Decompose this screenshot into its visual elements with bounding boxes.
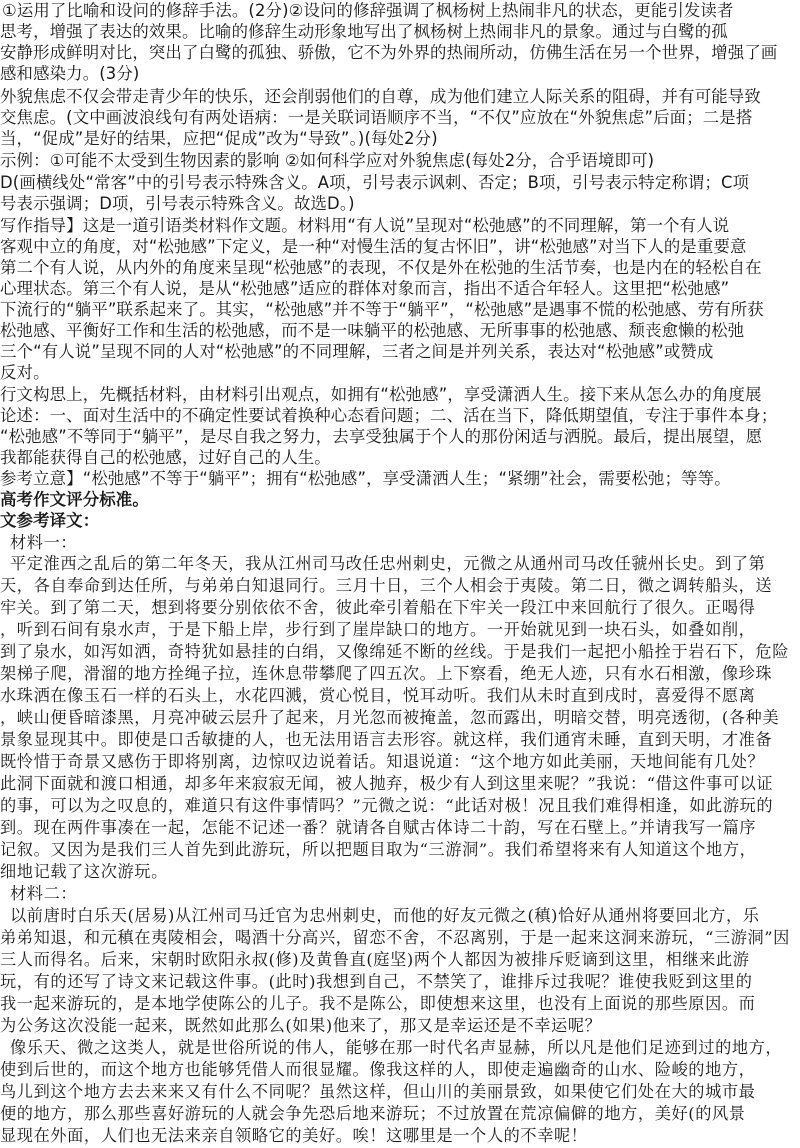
text-line: 既怜惜于奇景又感伤于即将别离，边惊叹边说着话。知退说道：“这个地方如此美丽，天地间能有几处？: [0, 752, 765, 771]
text-line: ①运用了比喻和设问的修辞手法。(2分)②设问的修辞强调了枫杨树上热闹非凡的状态，更能引发读者: [2, 1, 734, 20]
section-heading: 文参考译文：: [0, 511, 100, 530]
text-line: 第二个有人说，从内外的角度来呈现“松弛感”的表现，不仅是外在松弛的生活节奏，也是内在的轻松自在: [0, 258, 762, 277]
text-line: 心理状态。第三个有人说，是从“松弛感”适应的群体对象而言，指出不适合年轻人。这里把“松弛感”: [0, 279, 730, 298]
text-line: 号表示强调；D项，引号表示特殊含义。故选D。): [0, 194, 355, 213]
text-line: 牢关。到了第二天，想到将要分别依依不舍，彼此牵引着船在下牢关一段江中来回航行了很久。正喝得: [0, 598, 756, 617]
text-line: 示例：①可能不太受到生物因素的影响 ②如何科学应对外貌焦虑(每处2分，合乎语境即可): [0, 151, 655, 170]
text-line: 反对。: [0, 363, 50, 382]
text-line: “松弛感”不等同于“躺平”，是尽自我之努力，去享受独属于个人的那份闲适与洒脱。最后，提出展望，愿: [0, 427, 763, 446]
text-line: 我一起来游玩的，是本地学使陈公的儿子。我不是陈公，即使想来这里，也没有上面说的那些原因。而: [0, 994, 756, 1013]
text-line: 平定淮西之乱后的第二年冬天，我从江州司马改任忠州刺史，元微之从通州司马改任虢州长史。到了第: [10, 554, 766, 573]
text-line: 交焦虑。(文中画波浪线句有两处语病：一是关联词语顺序不当，“不仅”应放在“外貌焦虑”后面；二是搭: [0, 108, 753, 127]
text-line: 弟弟知退，和元稹在夷陵相会，喝酒十分高兴，留恋不舍，不忍离别，于是一起来这洞来游玩，“三游洞”因: [0, 928, 790, 947]
text-line: 显现在外面，人们也无法来亲自领略它的美好。唉！这哪里是一个人的不幸呢！: [0, 1126, 588, 1145]
text-line: 三人而得名。后来，宋朝时欧阳永叔(修)及黄鲁直(庭坚)两个人都因为被排斥贬谪到这里，相继来此游: [0, 950, 750, 969]
text-line: 便的地方，那么那些喜好游玩的人就会争先恐后地来游玩；不过放置在荒凉偏僻的地方，美好(的风景: [0, 1104, 746, 1123]
material-label: 材料二：: [10, 884, 78, 903]
text-line: 当，“促成”是好的结果，应把“促成”改为“导致”。)(每处2分): [0, 129, 438, 148]
text-line: 下流行的“躺平”联系起来了。其实，“松弛感”并不等于“躺平”，“松弛感”是遇事不慌的松弛感、劳有所获: [0, 300, 764, 319]
text-line: 景象显现其中。即使是口舌敏捷的人，也无法用语言去形容。就这样，我们通宵未睡，直到天明，才准备: [0, 730, 773, 749]
text-line: 到。现在两件事凑在一起，怎能不记述一番？就请各自赋古体诗二十韵，写在石壁上。”并请我写一篇序: [0, 818, 757, 837]
text-line: 我都能获得自己的松弛感，过好自己的人生。: [0, 448, 331, 467]
text-line: 写作指导】这是一道引语类材料作文题。材料用“有人说”呈现对“松弛感”的不同理解，第一个有人说: [0, 216, 730, 235]
text-line: 参考立意】“松弛感”不等于“躺平”；拥有“松弛感”，享受潇洒人生；“紧绷”社会，需要松弛；等等。: [0, 469, 731, 488]
text-line: 玩，有的还写了诗文来记载这件事。(此时)我想到自己，不禁笑了，谁排斥过我呢？谁使我贬到这里的: [0, 972, 753, 991]
text-line: 思考，增强了表达的效果。比喻的修辞生动形象地写出了枫杨树上热闹非凡的景象。通过与白鹭的孤: [0, 22, 728, 41]
text-line: 松弛感、平衡好工作和生活的松弛感，而不是一味躺平的松弛感、无所事事的松弛感、颓丧愈懒的松弛: [0, 321, 745, 340]
text-line: 使到后世的，而这个地方也能够凭借人而很显耀。像我这样的人，即使走遍幽奇的山水、险峻的地方，: [0, 1060, 756, 1079]
section-heading: 高考作文评分标准。: [0, 490, 149, 509]
text-line: 客观中立的角度，对“松弛感”下定义，是一种“对慢生活的复古怀旧”，讲“松弛感”对当下人的是重要意: [0, 237, 747, 256]
text-line: 论述：一、面对生活中的不确定性要试着换种心态看问题；二、活在当下，降低期望值，专注于事件本身；: [0, 406, 778, 425]
text-line: 三个“有人说”呈现不同的人对“松弛感”的不同理解，三者之间是并列关系，表达对“松弛感”或赞成: [0, 342, 714, 361]
text-line: 细地记载了这次游玩。: [0, 862, 168, 881]
text-line: 以前唐时白乐天(居易)从江州司马迁官为忠州刺史，而他的好友元微之(稹)恰好从通州将要回北方，乐: [10, 906, 760, 925]
text-line: D(画横线处“常客”中的引号表示特殊含义。A项，引号表示讽刺、否定；B项，引号表示特定称谓；C项: [0, 173, 750, 192]
text-line: 感和感染力。(3分): [0, 64, 140, 83]
text-line: ，听到石间有泉水声，于是下船上岸，步行到了崖岸缺口的地方。一开始就见到一块石头，如叠如削，: [0, 620, 756, 639]
text-line: ，峡山便昏暗漆黑，月亮冲破云层升了起来，月光忽而被掩盖，忽而露出，明暗交替，明亮透彻，(各种美: [0, 708, 780, 727]
text-line: 行文构思上，先概括材料，由材料引出观点，如拥有“松弛感”，享受潇洒人生。接下来从怎么办的角度展: [0, 385, 762, 404]
text-line: 此洞下面就和渡口相通，却多年来寂寂无闻，被人抛弃，极少有人到这里来呢？”我说：“借这件事可以证: [0, 774, 774, 793]
text-line: 记叙。又因为是我们三人首先到此游玩，所以把题目取为“三游洞”。我们希望将来有人知道这个地方，: [0, 840, 757, 859]
text-line: 到了泉水，如泻如洒，奇特犹如悬挂的白绢，又像绵延不断的丝线。于是我们一起把小船拴于岩石下，危险: [0, 642, 790, 661]
text-line: 水珠洒在像玉石一样的石头上，水花四溅，赏心悦目，悦耳动听。我们从未时直到戌时，喜爱得不愿离: [0, 686, 756, 705]
text-line: 像乐天、微之这类人，就是世俗所说的伟人，能够在那一时代名声显赫，所以凡是他们足迹到过的地方，: [10, 1038, 783, 1057]
text-line: 架梯子爬，滑溜的地方拴绳子拉，连休息带攀爬了四五次。上下察看，绝无人迹，只有水石相激，像珍珠: [0, 664, 773, 683]
text-line: 安静形成鲜明对比，突出了白鹭的孤独、骄傲，它不为外界的热闹所动，仿佛生活在另一个世界，增强了画: [0, 43, 778, 62]
text-line: 外貌焦虑不仅会带走青少年的快乐，还会削弱他们的自尊，成为他们建立人际关系的阻碍，并有可能导致: [0, 87, 761, 106]
text-line: 为公务这次没能一起来，既然如此那么(如果)他来了，那又是幸运还是不幸运呢？: [0, 1016, 602, 1035]
text-line: 的事，可以为之叹息的，难道只有这件事情吗？”元微之说：“此话对极！况且我们难得相逢，如此游玩的: [0, 796, 774, 815]
material-label: 材料一：: [10, 533, 78, 552]
text-line: 鸟儿到这个地方去去来来又有什么不同呢？虽然这样，但山川的美丽景致，如果使它们处在大的城市最: [0, 1082, 756, 1101]
text-line: 天，各自奉命到达任所，与弟弟白知退同行。三月十日，三个人相会于夷陵。第二日，微之调转船头，送: [0, 576, 773, 595]
